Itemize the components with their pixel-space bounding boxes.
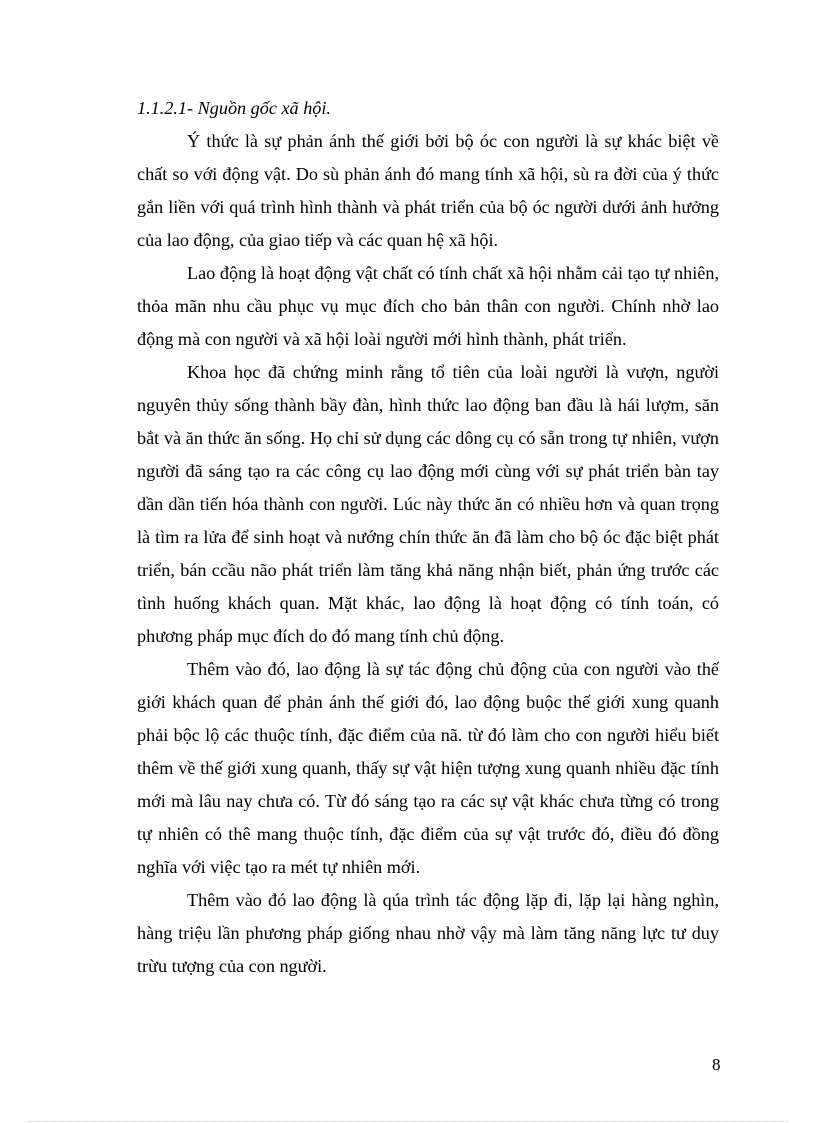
page-number: 8 [712,1055,721,1074]
paragraph-abstract-thinking: Thêm vào đó lao động là qúa trình tác động lặp đi, lặp lại hàng nghìn, hàng triệu lần phương pháp giống nhau nhờ vậy mà làm tăng năng lực tư duy trừu tượng của con người. [137,890,719,976]
paragraph-human-evolution: Khoa học đã chứng minh rằng tổ tiên của loài người là vượn, người nguyên thủy sống thành bầy đàn, hình thức lao động ban đầu là hái lượm, săn bắt và ăn thức ăn sống. Họ chỉ sử dụng các dông cụ có sẵn trong tự nhiên, vượn người đã sáng tạo ra các công cụ lao động mới cùng với sự phát triển bàn tay dần dần tiến hóa thành con người. Lúc này thức ăn có nhiều hơn và quan trọng là tìm ra lửa để sinh hoạt và nướng chín thức ăn đã làm cho bộ óc đặc biệt phát triển, bán ccầu não phát triển làm tăng khả năng nhận biết, phản ứng trước các tình huống khách quan. Mặt khác, lao động là hoạt động có tính toán, có phương pháp mục đích do đó mang tính chủ động. [137,362,719,646]
paragraph-consciousness-origin: Ý thức là sự phản ánh thế giới bởi bộ óc con người là sự khác biệt về chất so với động vật. Do sù phản ánh đó mang tính xã hội, sù ra đời của ý thức gắn liền với quá trình hình thành và phát triển của bộ óc người dưới ảnh hưởng của lao động, của giao tiếp và các quan hệ xã hội. [137,131,719,250]
page-body [137,92,719,983]
section-heading: 1.1.2.1- Nguồn gốc xã hội. [137,98,331,118]
paragraph-labor-impact: Thêm vào đó, lao động là sự tác động chủ động của con người vào thế giới khách quan để phản ánh thế giới đó, lao động buộc thế giới xung quanh phải bộc lộ các thuộc tính, đặc điểm của nã. từ đó làm cho con người hiểu biết thêm về thế giới xung quanh, thấy sự vật hiện tượng xung quanh nhiều đặc tính mới mà lâu nay chưa có. Từ đó sáng tạo ra các sự vật khác chưa từng có trong tự nhiên có thê mang thuộc tính, đặc điểm của sự vật trước đó, điều đó đồng nghĩa với việc tạo ra mét tự nhiên mới. [137,659,719,877]
footer-dotted-rule [28,1121,788,1122]
paragraph-labor-definition: Lao động là hoạt động vật chất có tính chất xã hội nhằm cải tạo tự nhiên, thỏa mãn nhu cầu phục vụ mục đích cho bản thân con người. Chính nhờ lao động mà con người và xã hội loài người mới hình thành, phát triển. [137,263,719,349]
